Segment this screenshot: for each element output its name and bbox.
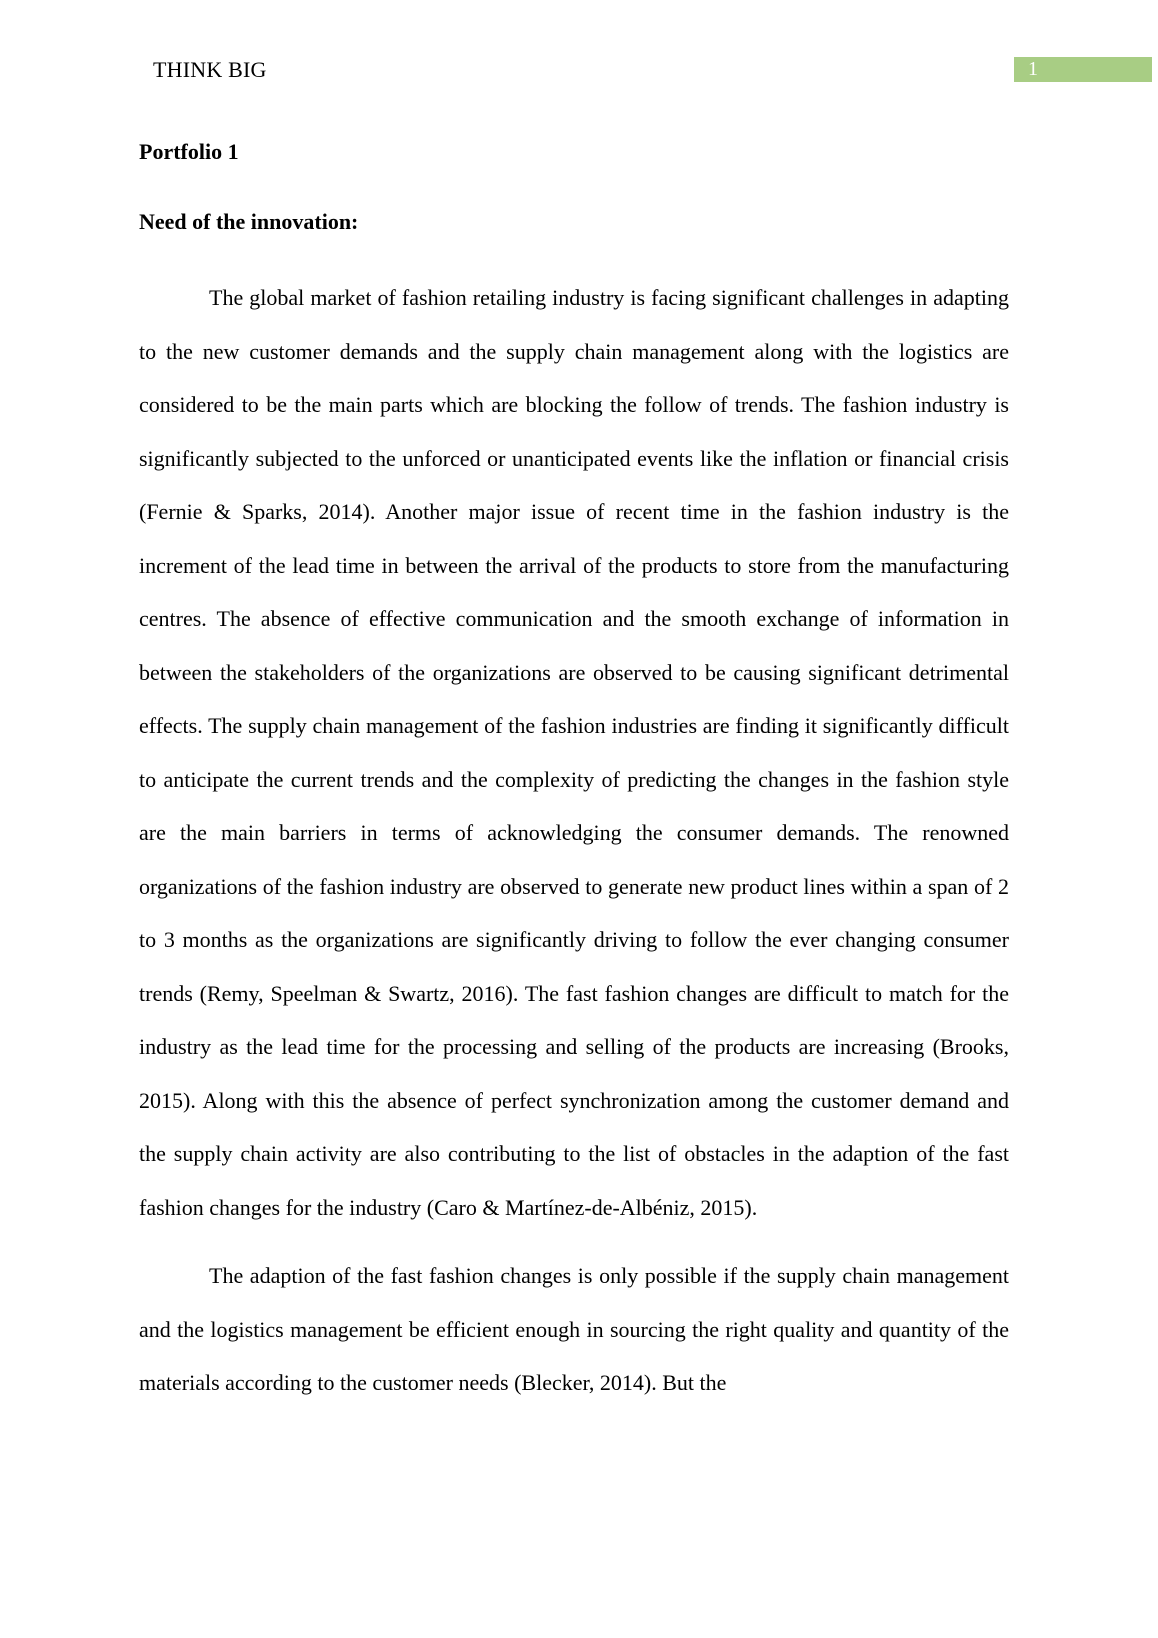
page-number: 1 — [1028, 58, 1038, 80]
section-title: Portfolio 1 — [139, 139, 239, 164]
paragraph-1: The global market of fashion retailing industry is facing significant challenges in adapting to the new customer demands and the supply chain management along with the logistics are considered to be the main parts which are blocking the follow of trends. The fashion industry is significantly subjected to the unforced or unanticipated events like the inflation or financial crisis (Fernie & Sparks, 2014). Another major issue of recent time in the fashion industry is the increment of the lead time in between the arrival of the products to store from the manufacturing centres. The absence of effective communication and the smooth exchange of information in between the stakeholders of the organizations are observed to be causing significant detrimental effects. The supply chain management of the fashion industries are finding it significantly difficult to anticipate the current trends and the complexity of predicting the changes in the fashion style are the main barriers in terms of acknowledging the consumer demands. The renowned organizations of the fashion industry are observed to generate new product lines within a span of 2 to 3 months as the organizations are significantly driving to follow the ever changing consumer trends (Remy, Speelman & Swartz, 2016). The fast fashion changes are difficult to match for the industry as the lead time for the processing and selling of the products are increasing (Brooks, 2015). Along with this the absence of perfect synchronization among the customer demand and the supply chain activity are also contributing to the list of obstacles in the adaption of the fast fashion changes for the industry (Caro & Martínez-de-Albéniz, 2015). — [139, 285, 1009, 1220]
document-body — [139, 136, 1009, 1425]
subheading: Need of the innovation: — [139, 209, 359, 234]
running-head: THINK BIG — [153, 57, 267, 82]
paragraph-2: The adaption of the fast fashion changes is only possible if the supply chain management and the logistics management be efficient enough in sourcing the right quality and quantity of the materials according to the customer needs (Blecker, 2014). But the — [139, 1263, 1009, 1395]
page-number-box — [1014, 57, 1152, 82]
